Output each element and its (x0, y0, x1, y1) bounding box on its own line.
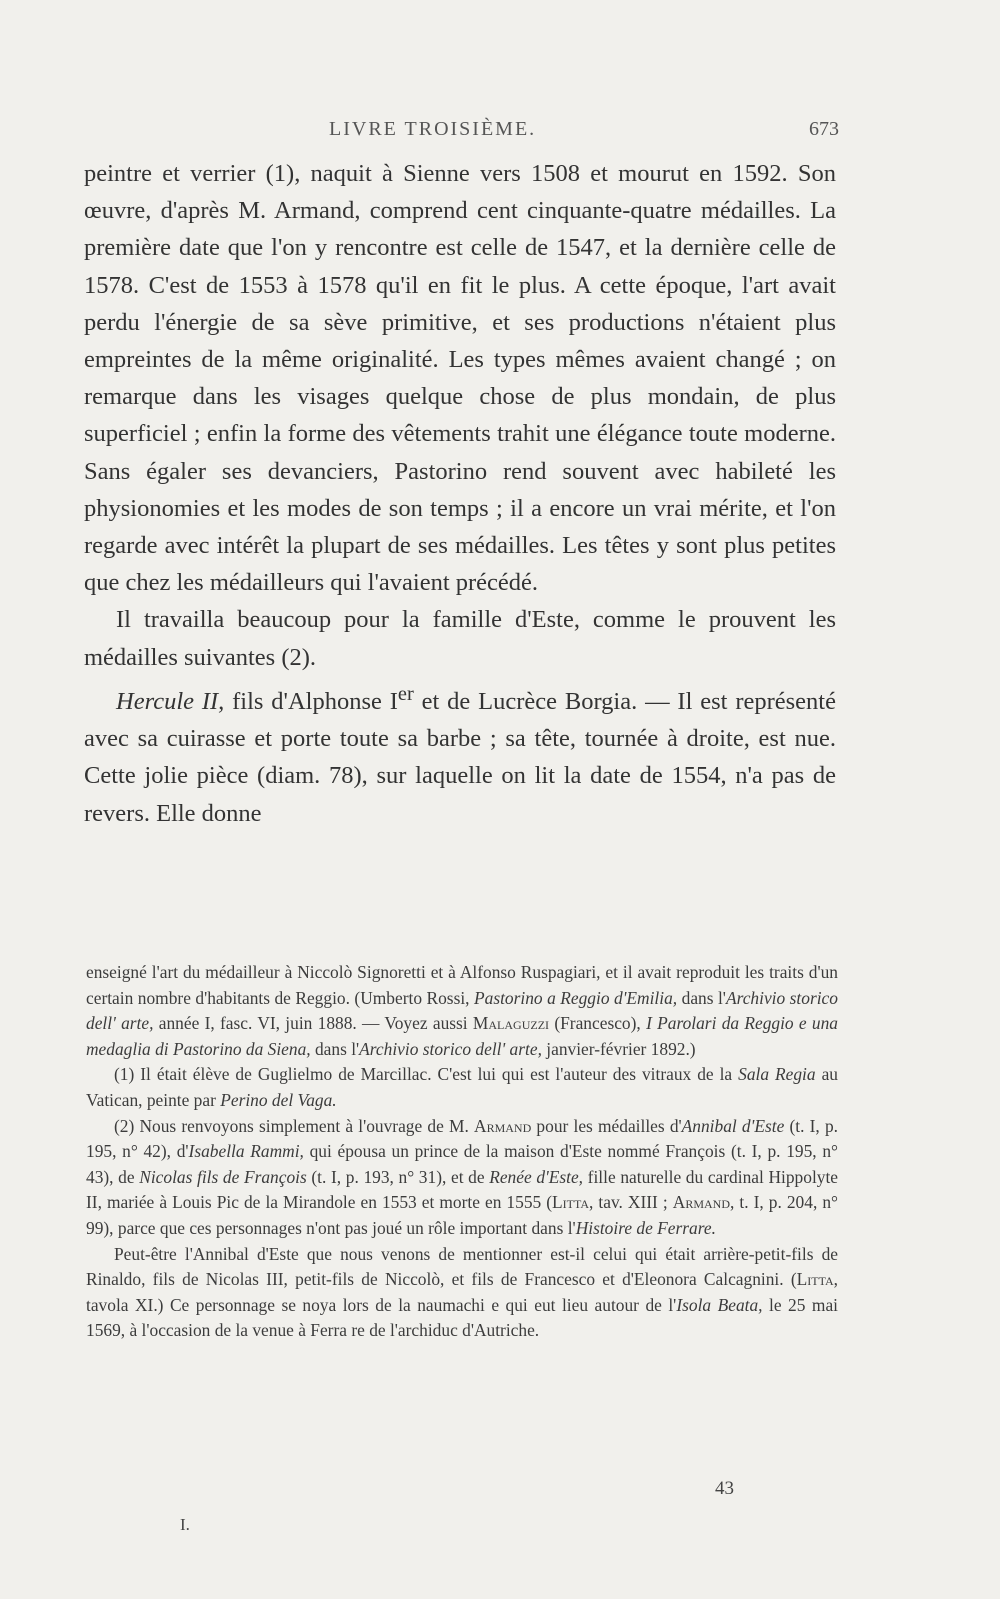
text-run: (t. I, p. 193, n° 31), et de (306, 1166, 490, 1187)
small-caps-run: Litta (796, 1269, 834, 1290)
text-run: dans l' (310, 1038, 360, 1059)
text-run: , tavola XI.) Ce personnage se noya lors de la naumachi e qui eut lieu autour de l' (86, 1269, 838, 1315)
text-run: Il travailla beaucoup pour la famille d'Este, comme le prouvent les médailles suivantes (2). (84, 606, 836, 671)
text-run: dans l' (677, 987, 726, 1008)
text-run: et de Lucrèce Borgia. — Il est représenté avec sa cuirasse et porte toute sa barbe ; sa tête, tournée à droite, est nue. Cette jolie pièce (diam. 78), sur laquelle on lit la date de 1554, n'a pas de revers. Elle donne (84, 688, 836, 827)
paragraph-este-family (84, 601, 836, 675)
italic-run: Archivio storico dell' arte, (86, 987, 838, 1034)
text-run: , t. I, p. 204, n° 99), parce que ces personnages n'ont pas joué un rôle important dans l' (86, 1192, 838, 1238)
text-run: le 25 mai 1569, à l'occasion de la venue à Ferra re de l'archiduc d'Autriche. (86, 1294, 838, 1341)
text-run: (1) Il était élève de Guglielmo de Marcillac. C'est lui qui est l'auteur des vitraux de la (114, 1064, 739, 1085)
text-run: (Francesco), (549, 1013, 647, 1034)
small-caps-run: Malaguzzi (472, 1013, 550, 1034)
italic-run: Isabella Rammi, (188, 1141, 304, 1162)
text-run: (2) Nous renvoyons simplement à l'ouvrage de M. (114, 1115, 475, 1136)
italic-run: I Parolari da Reggio e una medaglia di Pastorino da Siena, (86, 1013, 839, 1059)
main-text (84, 155, 836, 832)
text-run: année I, fasc. VI, juin 1888. — Voyez aussi (153, 1013, 473, 1034)
paragraph-continued (84, 155, 836, 601)
text-run: fils d'Alphonse I (224, 688, 398, 715)
running-title: LIVRE TROISIÈME. (329, 118, 537, 140)
footnote-2 (86, 1114, 838, 1242)
footnote-2-continued (86, 1242, 838, 1344)
italic-run: Hercule II, (116, 688, 225, 715)
text-run: pour les médailles d' (531, 1115, 682, 1136)
text-run: qui épousa un prince de la maison d'Este nommé François (t. I, p. 195, n° 43), de (86, 1141, 838, 1187)
italic-run: Sala Regia (738, 1064, 816, 1085)
small-caps-run: Armand (672, 1192, 730, 1213)
text-run: , tav. XIII ; (589, 1192, 673, 1213)
text-run: enseigné l'art du médailleur à Niccolò Signoretti et à Alfonso Ruspagiari, et il avait reproduit les traits d'un certain nombre d'habitants de Reggio. (Umberto Rossi, (86, 962, 838, 1008)
running-head (84, 118, 839, 148)
italic-run: Renée d'Este, (489, 1166, 584, 1187)
footnote-1 (86, 1062, 838, 1113)
italic-run: Perino del Vaga. (220, 1089, 337, 1110)
small-caps-run: Litta (552, 1192, 590, 1213)
signature-mark: I. (180, 1515, 190, 1534)
text-run: fille naturelle du cardinal Hippolyte II, mariée à Louis Pic de la Mirandole en 1553 et morte en 1555 ( (86, 1166, 839, 1213)
page-number: 673 (809, 118, 839, 140)
paragraph-hercule-ii (84, 676, 836, 832)
text-run: (t. I, p. 195, n° 42), d' (86, 1115, 839, 1162)
text-run: peintre et verrier (1), naquit à Sienne vers 1508 et mourut en 1592. Son œuvre, d'après M. Armand, comprend cent cinquante-quatre médailles. La première date que l'on y rencontre est celle de 1547, et la dernière celle de 1578. C'est de 1553 à 1578 qu'il en fit le plus. A cette époque, l'art avait perdu l'énergie de sa sève primitive, et ses productions n'étaient plus empreintes de la même originalité. Les types mêmes avaient changé ; on remarque dans les visages quelque chose de plus mondain, de plus superficiel ; enfin la forme des vêtements trahit une élégance toute moderne. Sans égaler ses devanciers, Pastorino rend souvent avec habileté les physionomies et les modes de son temps ; il a encore un vrai mérite, et l'on regarde avec intérêt la plupart de ses médailles. Les têtes y sont plus petites que chez les médailleurs qui l'avaient précédé. (84, 160, 836, 597)
text-run: Peut-être l'Annibal d'Este que nous venons de mentionner est-il celui qui était arrière-petit-fils de Rinaldo, fils de Nicolas III, petit-fils de Niccolò, et fils de Francesco et d'Eleonora Calcagnini. ( (86, 1243, 838, 1290)
text-run: janvier-février 1892.) (541, 1038, 696, 1059)
italic-run: Pastorino a Reggio d'Emilia, (474, 987, 678, 1008)
signature-number: 43 (715, 1478, 734, 1499)
superscript: er (397, 682, 414, 705)
italic-run: Nicolas fils de François (139, 1166, 307, 1187)
small-caps-run: Armand (474, 1115, 532, 1136)
italic-run: Isola Beata, (676, 1294, 763, 1315)
italic-run: Archivio storico dell' arte, (359, 1038, 542, 1059)
italic-run: Histoire de Ferrare. (575, 1217, 716, 1238)
text-run: au Vatican, peinte par (86, 1064, 838, 1110)
italic-run: Annibal d'Este (681, 1115, 785, 1136)
footnotes (86, 960, 838, 1344)
footnote-continued (86, 960, 838, 1062)
